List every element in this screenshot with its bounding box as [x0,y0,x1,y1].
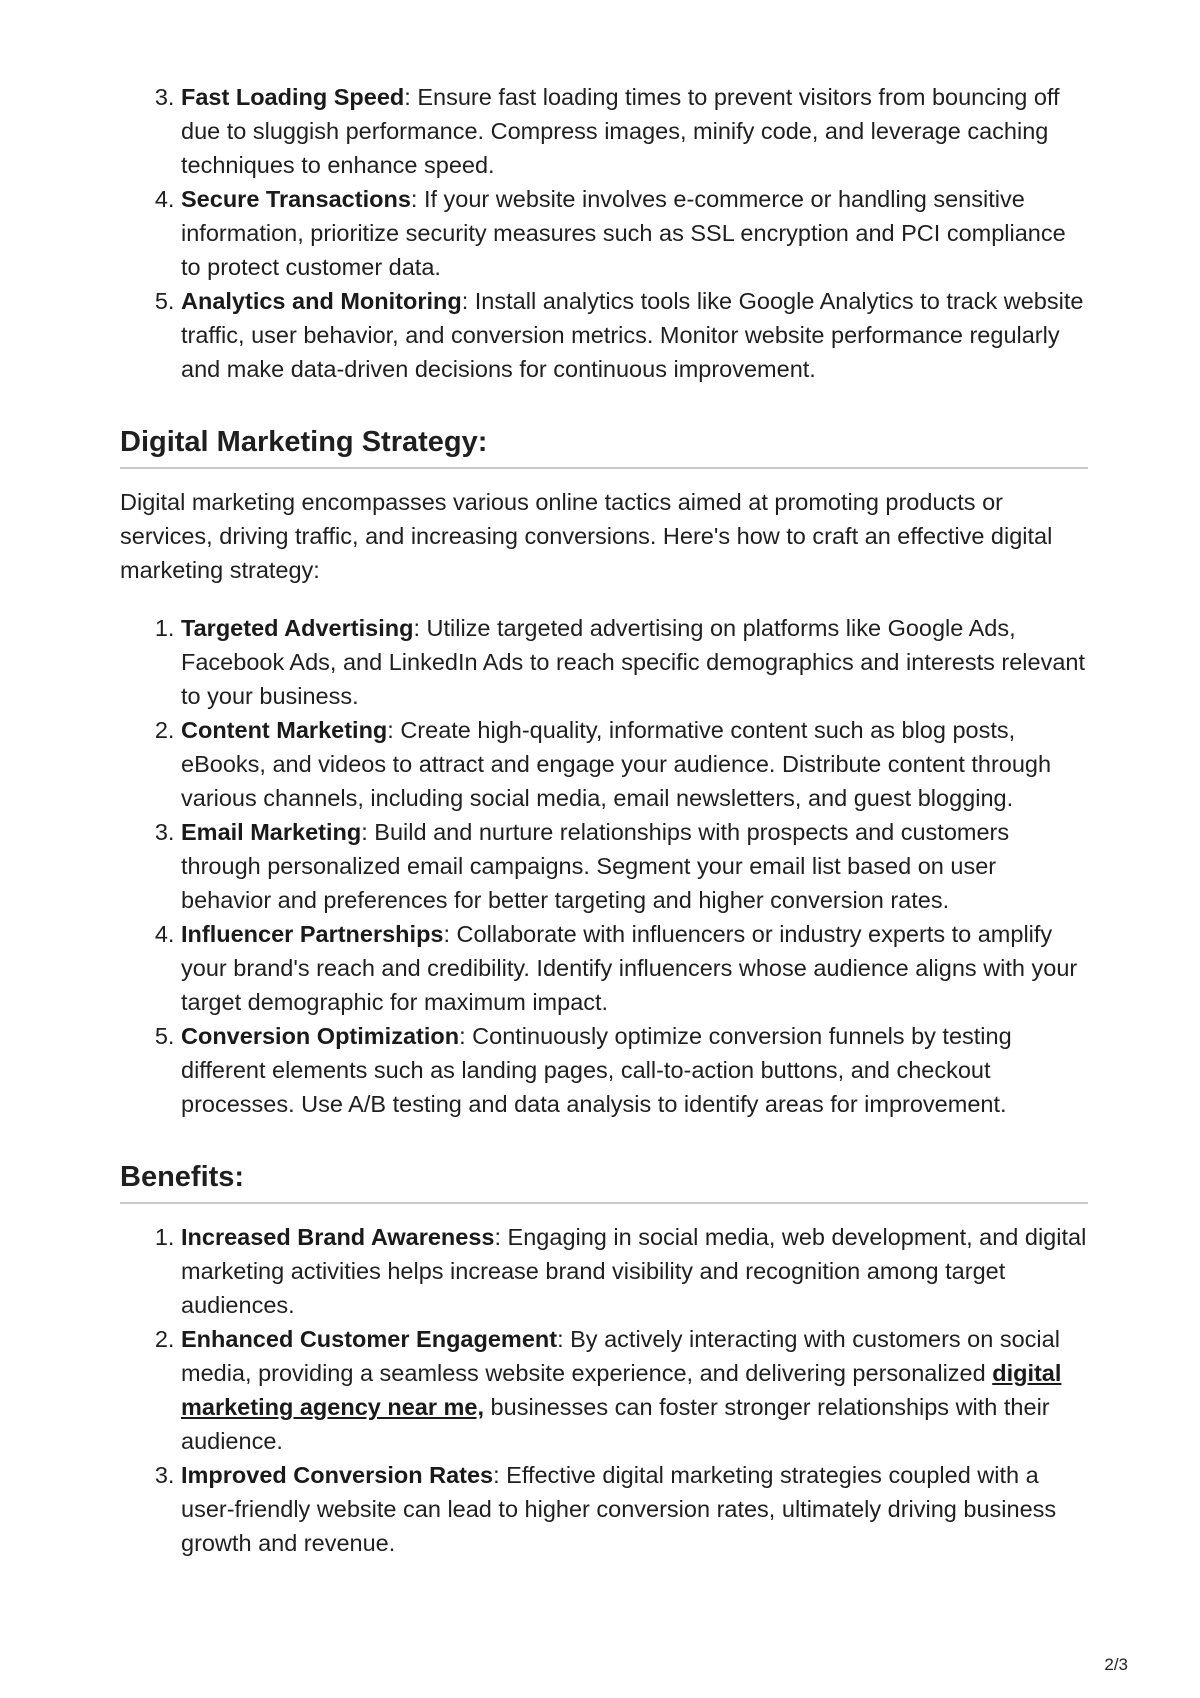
item-term: Increased Brand Awareness [181,1224,495,1250]
item-text: : Build and nurture relationships with prospects and customers through personalized email campaigns. Segment your email list based on user behavior and preferences for better targeting and higher conversion rates. [181,819,1010,913]
page-number: 2/3 [1104,1655,1128,1674]
item-term: Conversion Optimization [181,1023,460,1049]
list-item [181,1322,1088,1458]
item-term: Email Marketing [181,819,362,845]
item-text: : Ensure fast loading times to prevent visitors from bouncing off due to sluggish performance. Compress images, minify code, and leverage caching techniques to enhance speed. [181,84,1060,178]
list-item [181,815,1088,917]
item-text: : Effective digital marketing strategies coupled with a user-friendly website can lead to higher conversion rates, ultimately driving business growth and revenue. [181,1462,1057,1556]
document-page [120,80,1088,1560]
item-term: Secure Transactions [181,186,411,212]
web-dev-list-continued [120,80,1088,386]
item-term: Enhanced Customer Engagement [181,1326,558,1352]
digital-marketing-list [120,611,1088,1121]
section-intro: Digital marketing encompasses various online tactics aimed at promoting products or services, driving traffic, and increasing conversions. Here's how to craft an effective digital marketing strategy: [120,489,1053,583]
digital-marketing-agency-link[interactable]: digital marketing agency near me, [181,1360,1062,1420]
section-heading-benefits: Benefits: [120,1161,1088,1204]
item-text: : Collaborate with influencers or industry experts to amplify your brand's reach and credibility. Identify influencers whose audience aligns with your target demographic for maximum impact. [181,921,1078,1015]
item-text: businesses can foster stronger relationships with their audience. [181,1394,1050,1454]
item-term: Fast Loading Speed [181,84,405,110]
list-item [181,284,1088,386]
list-item [181,611,1088,713]
item-text: : Install analytics tools like Google Analytics to track website traffic, user behavior, and conversion metrics. Monitor website performance regularly and make data-driven decisions for continuous improvement. [181,288,1084,382]
item-term: Content Marketing [181,717,388,743]
benefits-list [120,1220,1088,1560]
list-item [181,917,1088,1019]
item-text: : Utilize targeted advertising on platforms like Google Ads, Facebook Ads, and LinkedIn Ads to reach specific demographics and interests relevant to your business. [181,615,1085,709]
list-item [181,713,1088,815]
item-term: Analytics and Monitoring [181,288,462,314]
item-text: : If your website involves e-commerce or handling sensitive information, prioritize security measures such as SSL encryption and PCI compliance to protect customer data. [181,186,1066,280]
item-text: : Continuously optimize conversion funnels by testing different elements such as landing pages, call-to-action buttons, and checkout processes. Use A/B testing and data analysis to identify areas for improvement. [181,1023,1012,1117]
item-term: Influencer Partnerships [181,921,444,947]
list-item [181,1019,1088,1121]
list-item [181,80,1088,182]
item-term: Improved Conversion Rates [181,1462,494,1488]
list-item [181,1458,1088,1560]
list-item [181,182,1088,284]
item-term: Targeted Advertising [181,615,414,641]
list-item [181,1220,1088,1322]
item-text: : By actively interacting with customers on social media, providing a seamless website experience, and delivering personalized [181,1326,1060,1386]
section-heading-digital-marketing: Digital Marketing Strategy: [120,426,1088,469]
item-text: : Engaging in social media, web development, and digital marketing activities helps increase brand visibility and recognition among target audiences. [181,1224,1087,1318]
item-text: : Create high-quality, informative content such as blog posts, eBooks, and videos to attract and engage your audience. Distribute content through various channels, including social media, email newsletters, and guest blogging. [181,717,1052,811]
